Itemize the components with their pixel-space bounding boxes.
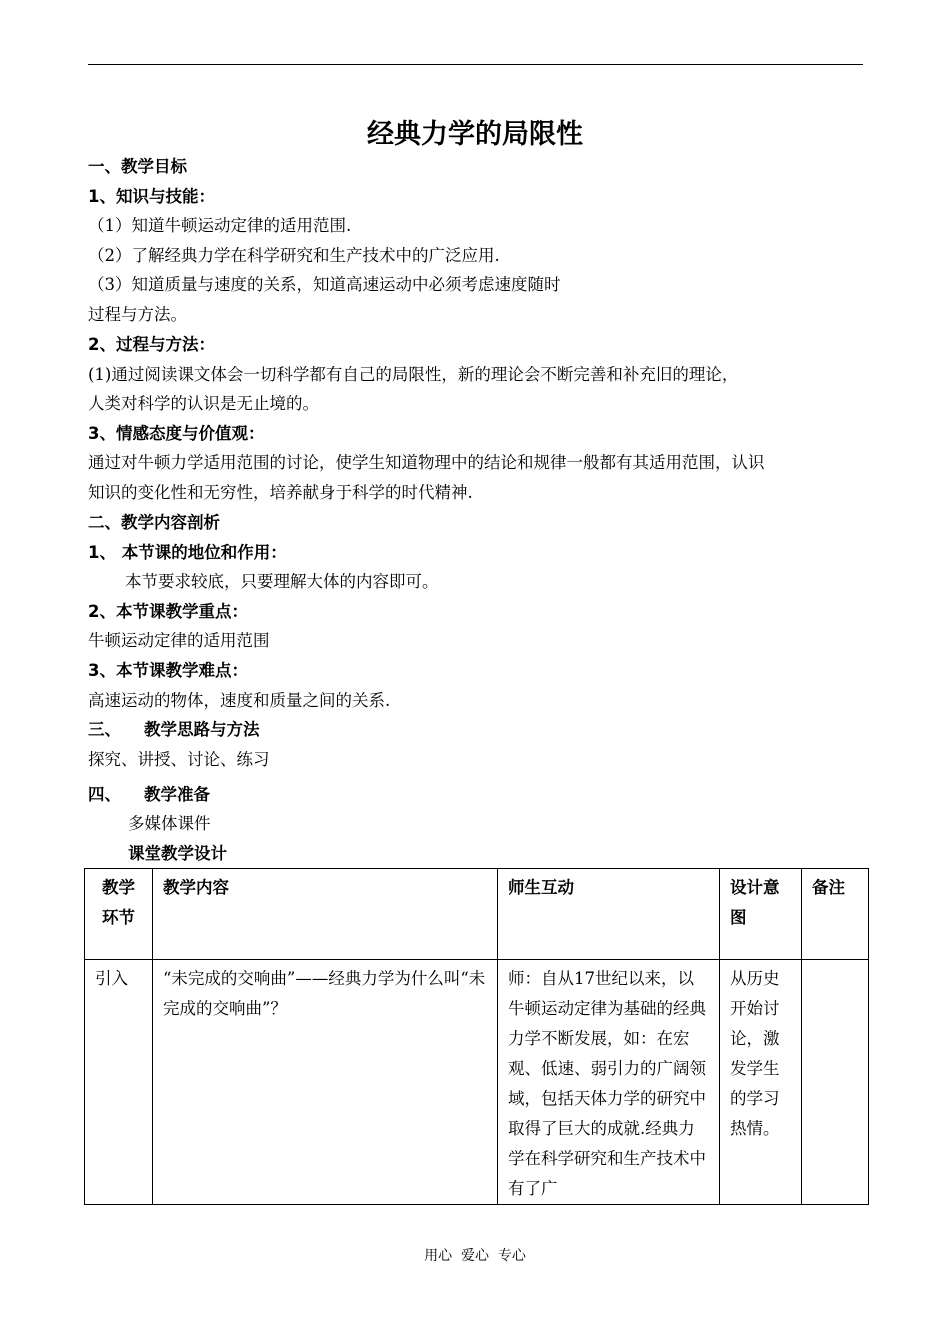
table-header-row xyxy=(85,869,869,960)
table-row xyxy=(85,960,869,1205)
header-interaction: 师生互动 xyxy=(498,869,720,960)
paragraph-line: 多媒体课件 xyxy=(128,814,211,833)
paragraph-line: 本节要求较底，只要理解大体的内容即可。 xyxy=(125,572,439,591)
header-note: 备注 xyxy=(802,869,869,960)
header-stage: 教学环节 xyxy=(85,869,153,960)
paragraph-line: （2）了解经典力学在科学研究和生产技术中的广泛应用. xyxy=(88,246,500,265)
page-title: 经典力学的局限性 xyxy=(367,119,583,150)
section-heading: 二、教学内容剖析 xyxy=(88,513,220,532)
cell-intent: 从历史开始讨论，激发学生的学习热情。 xyxy=(720,960,802,1205)
paragraph-line: 人类对科学的认识是无止境的。 xyxy=(88,394,319,413)
paragraph-line: 探究、讲授、讨论、练习 xyxy=(88,750,270,769)
header-rule xyxy=(88,64,863,65)
subsection-heading: 1、知识与技能： xyxy=(88,187,215,206)
subsection-heading: 3、本节课教学难点： xyxy=(88,661,248,680)
section-heading: 四、 教学准备 xyxy=(88,785,210,804)
cell-stage: 引入 xyxy=(85,960,153,1205)
subsection-heading: 3、情感态度与价值观： xyxy=(88,424,265,443)
header-intent: 设计意图 xyxy=(720,869,802,960)
paragraph-line: 牛顿运动定律的适用范围 xyxy=(88,631,270,650)
page-footer: 用心 爱心 专心 xyxy=(424,1248,526,1264)
paragraph-line: 过程与方法。 xyxy=(88,305,187,324)
cell-note xyxy=(802,960,869,1205)
subsection-heading: 1、 本节课的地位和作用： xyxy=(88,543,287,562)
paragraph-line: （3）知道质量与速度的关系，知道高速运动中必须考虑速度随时 xyxy=(88,275,561,294)
lesson-design-table xyxy=(84,868,869,1205)
header-content: 教学内容 xyxy=(153,869,498,960)
cell-content: “未完成的交响曲”——经典力学为什么叫“未完成的交响曲”？ xyxy=(153,960,498,1205)
paragraph-line: （1）知道牛顿运动定律的适用范围. xyxy=(88,216,352,235)
section-heading: 三、 教学思路与方法 xyxy=(88,720,260,739)
section-heading: 一、教学目标 xyxy=(88,157,187,176)
cell-interaction: 师：自从17世纪以来，以牛顿运动定律为基础的经典力学不断发展，如：在宏观、低速、弱引力的广阔领域，包括天体力学的研究中取得了巨大的成就.经典力学在科学研究和生产技术中有了广 xyxy=(498,960,720,1205)
paragraph-line: 高速运动的物体，速度和质量之间的关系. xyxy=(88,691,391,710)
subsection-heading: 2、过程与方法： xyxy=(88,335,215,354)
table-caption: 课堂教学设计 xyxy=(128,844,227,863)
paragraph-line: (1)通过阅读课文体会一切科学都有自己的局限性，新的理论会不断完善和补充旧的理论， xyxy=(88,365,739,384)
subsection-heading: 2、本节课教学重点： xyxy=(88,602,248,621)
paragraph-line: 通过对牛顿力学适用范围的讨论，使学生知道物理中的结论和规律一般都有其适用范围，认识 xyxy=(88,453,765,472)
paragraph-line: 知识的变化性和无穷性，培养献身于科学的时代精神. xyxy=(88,483,473,502)
